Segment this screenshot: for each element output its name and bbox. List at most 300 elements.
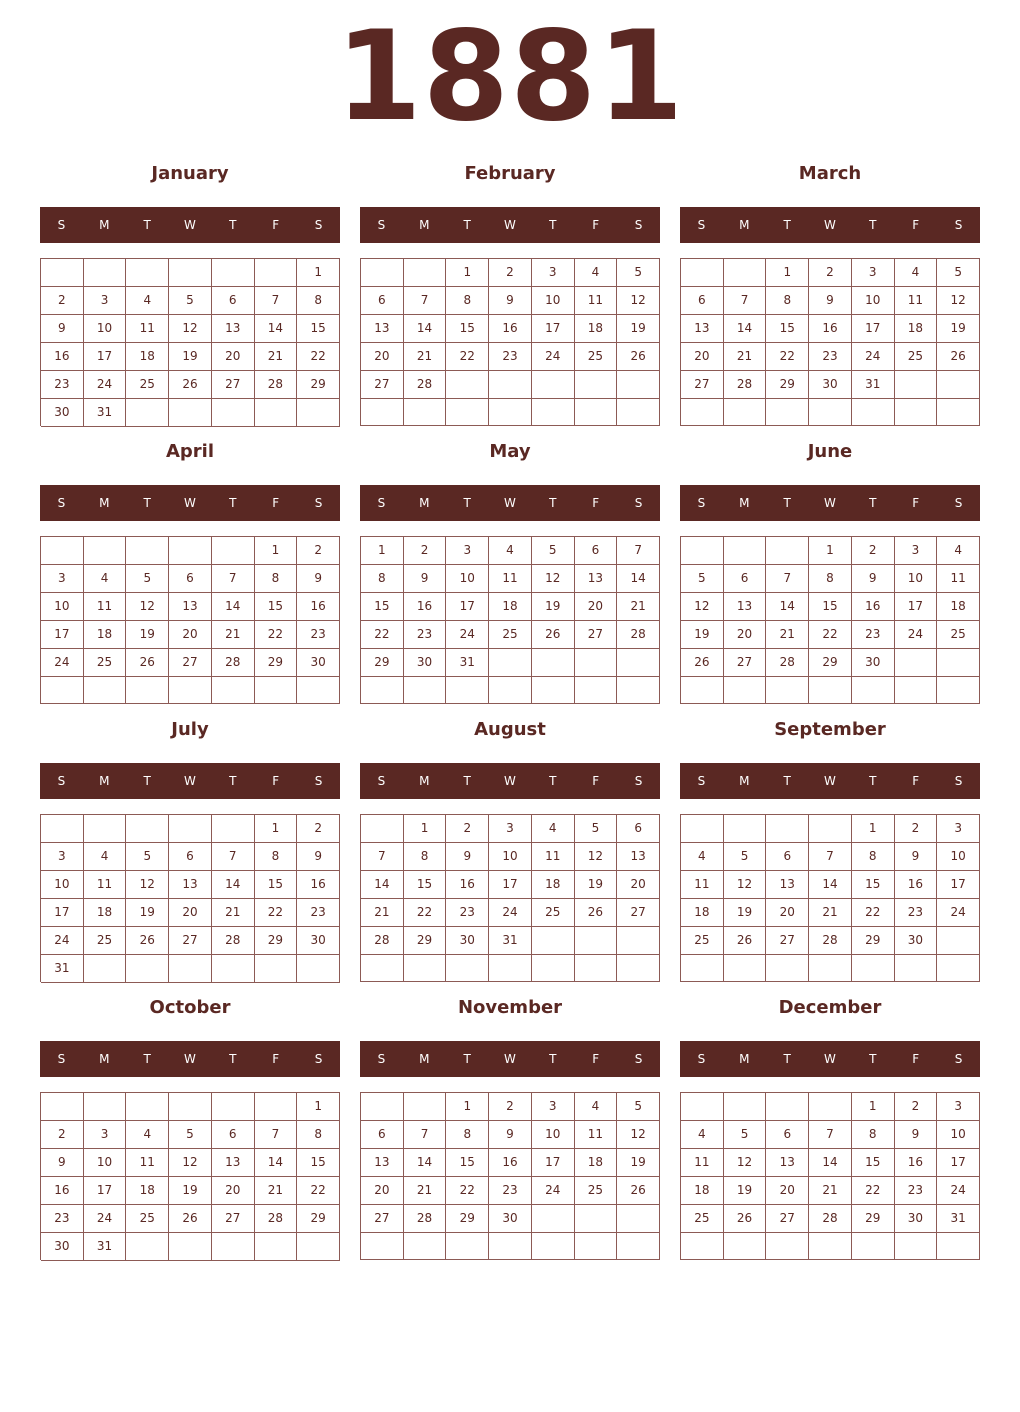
day-cell: 9 <box>852 565 895 593</box>
empty-day-cell <box>575 649 618 677</box>
weekday-label: M <box>739 218 750 232</box>
day-cell: 20 <box>361 1177 404 1205</box>
day-cell: 4 <box>489 537 532 565</box>
day-cell: 15 <box>446 315 489 343</box>
empty-day-cell <box>489 955 532 982</box>
empty-day-cell <box>724 259 767 287</box>
weekday-label: T <box>229 218 237 232</box>
weekday-label: S <box>314 774 323 788</box>
day-cell: 9 <box>41 1149 84 1177</box>
weekday-label: W <box>824 774 836 788</box>
empty-day-cell <box>895 371 938 399</box>
day-cell: 3 <box>489 815 532 843</box>
day-cell: 29 <box>297 371 340 399</box>
day-cell: 18 <box>937 593 980 621</box>
empty-day-cell <box>617 371 660 399</box>
day-cell: 20 <box>681 343 724 371</box>
day-cell: 12 <box>126 593 169 621</box>
day-cell: 25 <box>937 621 980 649</box>
day-cell: 18 <box>575 315 618 343</box>
day-cell: 8 <box>446 287 489 315</box>
day-cell: 9 <box>446 843 489 871</box>
day-cell: 27 <box>766 1205 809 1233</box>
day-cell: 11 <box>84 593 127 621</box>
day-cell: 6 <box>724 565 767 593</box>
day-cell: 10 <box>446 565 489 593</box>
empty-day-cell <box>681 259 724 287</box>
weekday-label: S <box>697 496 706 510</box>
day-cell: 6 <box>766 1121 809 1149</box>
empty-day-cell <box>84 677 127 704</box>
weekday-label: S <box>377 496 386 510</box>
day-cell: 23 <box>404 621 447 649</box>
day-cell: 20 <box>766 899 809 927</box>
day-cell: 5 <box>617 1093 660 1121</box>
day-cell: 4 <box>681 843 724 871</box>
day-cell: 14 <box>809 871 852 899</box>
day-cell: 29 <box>809 649 852 677</box>
weekday-label: T <box>229 774 237 788</box>
day-cell: 28 <box>212 649 255 677</box>
day-cell: 3 <box>895 537 938 565</box>
empty-day-cell <box>617 649 660 677</box>
empty-day-cell <box>126 537 169 565</box>
weekday-label: F <box>592 1052 600 1066</box>
day-cell: 23 <box>895 899 938 927</box>
day-cell: 16 <box>809 315 852 343</box>
day-cell: 10 <box>41 871 84 899</box>
empty-day-cell <box>361 259 404 287</box>
day-cell: 3 <box>41 565 84 593</box>
day-cell: 11 <box>126 1149 169 1177</box>
day-cell: 29 <box>297 1205 340 1233</box>
day-cell: 7 <box>724 287 767 315</box>
day-cell: 15 <box>255 871 298 899</box>
day-cell: 6 <box>212 1121 255 1149</box>
weekday-header <box>360 1041 660 1077</box>
day-cell: 1 <box>852 1093 895 1121</box>
weekday-label: M <box>739 496 750 510</box>
day-cell: 5 <box>617 259 660 287</box>
day-cell: 3 <box>852 259 895 287</box>
month-august <box>360 714 660 982</box>
day-cell: 17 <box>84 343 127 371</box>
day-cell: 19 <box>681 621 724 649</box>
day-cell: 17 <box>937 871 980 899</box>
empty-day-cell <box>41 537 84 565</box>
weekday-label: F <box>912 774 920 788</box>
weekday-label: F <box>272 774 280 788</box>
day-cell: 27 <box>766 927 809 955</box>
day-cell: 30 <box>297 927 340 955</box>
weekday-label: M <box>99 218 110 232</box>
weekday-label: W <box>504 1052 516 1066</box>
empty-day-cell <box>895 677 938 704</box>
weekday-label: S <box>57 218 66 232</box>
day-cell: 13 <box>575 565 618 593</box>
day-cell: 16 <box>41 343 84 371</box>
day-cell: 23 <box>489 1177 532 1205</box>
empty-day-cell <box>766 955 809 982</box>
day-cell: 20 <box>169 621 212 649</box>
empty-day-cell <box>937 1233 980 1260</box>
empty-day-cell <box>212 677 255 704</box>
empty-day-cell <box>169 259 212 287</box>
day-cell: 16 <box>489 315 532 343</box>
day-cell: 4 <box>126 287 169 315</box>
empty-day-cell <box>489 677 532 704</box>
day-cell: 21 <box>404 1177 447 1205</box>
day-cell: 6 <box>681 287 724 315</box>
weekday-label: M <box>419 1052 430 1066</box>
empty-day-cell <box>724 1233 767 1260</box>
weekday-header <box>680 207 980 243</box>
empty-day-cell <box>446 677 489 704</box>
day-cell: 12 <box>126 871 169 899</box>
weekday-label: S <box>314 1052 323 1066</box>
day-cell: 18 <box>84 621 127 649</box>
day-cell: 5 <box>575 815 618 843</box>
day-cell: 12 <box>724 1149 767 1177</box>
day-cell: 5 <box>724 1121 767 1149</box>
month-name: October <box>149 997 231 1018</box>
day-cell: 27 <box>724 649 767 677</box>
month-may <box>360 436 660 704</box>
empty-day-cell <box>575 1205 618 1233</box>
day-cell: 22 <box>852 899 895 927</box>
day-grid <box>40 536 340 704</box>
day-cell: 5 <box>937 259 980 287</box>
empty-day-cell <box>255 677 298 704</box>
day-cell: 11 <box>681 871 724 899</box>
empty-day-cell <box>532 399 575 426</box>
day-cell: 17 <box>84 1177 127 1205</box>
day-cell: 2 <box>297 537 340 565</box>
day-cell: 5 <box>126 565 169 593</box>
empty-day-cell <box>361 399 404 426</box>
day-cell: 2 <box>489 1093 532 1121</box>
weekday-header <box>40 485 340 521</box>
day-cell: 8 <box>297 1121 340 1149</box>
day-cell: 24 <box>446 621 489 649</box>
empty-day-cell <box>617 399 660 426</box>
day-cell: 31 <box>446 649 489 677</box>
day-cell: 25 <box>84 649 127 677</box>
day-cell: 8 <box>297 287 340 315</box>
empty-day-cell <box>169 677 212 704</box>
empty-day-cell <box>126 1233 169 1261</box>
day-cell: 15 <box>852 871 895 899</box>
day-cell: 14 <box>809 1149 852 1177</box>
day-cell: 6 <box>212 287 255 315</box>
weekday-label: T <box>463 218 471 232</box>
day-cell: 27 <box>575 621 618 649</box>
day-cell: 17 <box>41 899 84 927</box>
day-cell: 19 <box>937 315 980 343</box>
empty-day-cell <box>212 1093 255 1121</box>
day-cell: 28 <box>724 371 767 399</box>
day-grid <box>680 1092 980 1260</box>
month-name: December <box>778 997 882 1018</box>
day-cell: 26 <box>169 371 212 399</box>
day-cell: 7 <box>766 565 809 593</box>
day-grid <box>360 258 660 426</box>
day-cell: 28 <box>766 649 809 677</box>
weekday-header <box>360 763 660 799</box>
weekday-header <box>680 1041 980 1077</box>
day-cell: 25 <box>84 927 127 955</box>
day-cell: 30 <box>297 649 340 677</box>
day-cell: 15 <box>361 593 404 621</box>
day-cell: 19 <box>617 1149 660 1177</box>
month-name: November <box>457 997 563 1018</box>
day-cell: 24 <box>895 621 938 649</box>
empty-day-cell <box>895 955 938 982</box>
day-cell: 27 <box>681 371 724 399</box>
day-cell: 17 <box>489 871 532 899</box>
empty-day-cell <box>766 1093 809 1121</box>
empty-day-cell <box>84 259 127 287</box>
weekday-label: T <box>463 496 471 510</box>
day-cell: 29 <box>852 927 895 955</box>
weekday-label: T <box>783 496 791 510</box>
day-grid <box>680 814 980 982</box>
empty-day-cell <box>404 677 447 704</box>
day-cell: 18 <box>895 315 938 343</box>
day-cell: 29 <box>255 927 298 955</box>
day-cell: 25 <box>126 1205 169 1233</box>
day-cell: 31 <box>84 399 127 427</box>
day-cell: 12 <box>169 315 212 343</box>
day-cell: 29 <box>361 649 404 677</box>
day-cell: 9 <box>404 565 447 593</box>
day-cell: 6 <box>617 815 660 843</box>
day-cell: 20 <box>766 1177 809 1205</box>
weekday-header <box>680 485 980 521</box>
weekday-label: T <box>869 774 877 788</box>
day-cell: 6 <box>169 843 212 871</box>
day-cell: 21 <box>255 343 298 371</box>
day-cell: 17 <box>852 315 895 343</box>
weekday-label: T <box>549 218 557 232</box>
day-cell: 15 <box>809 593 852 621</box>
day-cell: 18 <box>681 1177 724 1205</box>
empty-day-cell <box>766 815 809 843</box>
empty-day-cell <box>126 399 169 427</box>
day-cell: 15 <box>446 1149 489 1177</box>
day-cell: 4 <box>937 537 980 565</box>
empty-day-cell <box>84 815 127 843</box>
day-cell: 6 <box>361 287 404 315</box>
weekday-label: F <box>272 1052 280 1066</box>
day-cell: 20 <box>617 871 660 899</box>
day-cell: 3 <box>937 815 980 843</box>
empty-day-cell <box>809 1233 852 1260</box>
day-cell: 21 <box>809 899 852 927</box>
day-grid <box>360 1092 660 1260</box>
day-cell: 14 <box>724 315 767 343</box>
empty-day-cell <box>255 955 298 983</box>
day-cell: 13 <box>361 1149 404 1177</box>
day-cell: 21 <box>766 621 809 649</box>
empty-day-cell <box>446 955 489 982</box>
day-cell: 26 <box>724 927 767 955</box>
weekday-header <box>40 763 340 799</box>
day-cell: 10 <box>84 1149 127 1177</box>
day-cell: 20 <box>361 343 404 371</box>
day-cell: 6 <box>575 537 618 565</box>
empty-day-cell <box>852 955 895 982</box>
day-cell: 23 <box>446 899 489 927</box>
day-cell: 7 <box>212 843 255 871</box>
day-cell: 8 <box>404 843 447 871</box>
day-cell: 2 <box>852 537 895 565</box>
day-cell: 31 <box>41 955 84 983</box>
day-grid <box>40 258 340 426</box>
day-cell: 8 <box>446 1121 489 1149</box>
empty-day-cell <box>724 815 767 843</box>
day-grid <box>360 814 660 982</box>
weekday-label: F <box>592 496 600 510</box>
day-cell: 3 <box>41 843 84 871</box>
empty-day-cell <box>489 649 532 677</box>
day-cell: 11 <box>575 1121 618 1149</box>
day-cell: 24 <box>937 899 980 927</box>
day-cell: 21 <box>404 343 447 371</box>
day-cell: 16 <box>446 871 489 899</box>
day-cell: 22 <box>852 1177 895 1205</box>
day-cell: 10 <box>532 1121 575 1149</box>
day-cell: 7 <box>404 287 447 315</box>
day-cell: 22 <box>255 899 298 927</box>
month-november <box>360 992 660 1260</box>
empty-day-cell <box>169 537 212 565</box>
day-cell: 2 <box>297 815 340 843</box>
day-cell: 25 <box>532 899 575 927</box>
day-cell: 28 <box>212 927 255 955</box>
day-cell: 22 <box>446 343 489 371</box>
day-cell: 18 <box>489 593 532 621</box>
day-cell: 15 <box>255 593 298 621</box>
empty-day-cell <box>575 955 618 982</box>
day-cell: 27 <box>212 371 255 399</box>
day-cell: 14 <box>212 593 255 621</box>
weekday-header <box>360 207 660 243</box>
day-cell: 11 <box>681 1149 724 1177</box>
day-cell: 21 <box>809 1177 852 1205</box>
empty-day-cell <box>575 371 618 399</box>
weekday-label: F <box>912 496 920 510</box>
empty-day-cell <box>532 371 575 399</box>
day-cell: 26 <box>169 1205 212 1233</box>
weekday-label: M <box>99 774 110 788</box>
day-cell: 23 <box>809 343 852 371</box>
weekday-label: W <box>824 218 836 232</box>
weekday-label: T <box>143 496 151 510</box>
month-name: April <box>165 441 215 462</box>
empty-day-cell <box>937 399 980 426</box>
empty-day-cell <box>809 815 852 843</box>
empty-day-cell <box>255 1093 298 1121</box>
day-cell: 9 <box>809 287 852 315</box>
empty-day-cell <box>41 677 84 704</box>
day-cell: 29 <box>446 1205 489 1233</box>
day-cell: 3 <box>532 1093 575 1121</box>
empty-day-cell <box>617 1233 660 1260</box>
day-cell: 13 <box>724 593 767 621</box>
empty-day-cell <box>532 927 575 955</box>
day-cell: 15 <box>852 1149 895 1177</box>
day-cell: 4 <box>126 1121 169 1149</box>
empty-day-cell <box>575 1233 618 1260</box>
day-cell: 25 <box>895 343 938 371</box>
day-cell: 4 <box>681 1121 724 1149</box>
day-cell: 26 <box>126 649 169 677</box>
day-cell: 24 <box>532 343 575 371</box>
day-cell: 11 <box>575 287 618 315</box>
empty-day-cell <box>617 677 660 704</box>
day-cell: 16 <box>41 1177 84 1205</box>
day-cell: 4 <box>575 1093 618 1121</box>
empty-day-cell <box>297 399 340 427</box>
empty-day-cell <box>681 1093 724 1121</box>
weekday-label: W <box>184 774 196 788</box>
day-cell: 16 <box>895 871 938 899</box>
empty-day-cell <box>446 371 489 399</box>
empty-day-cell <box>937 649 980 677</box>
empty-day-cell <box>361 815 404 843</box>
day-cell: 9 <box>297 565 340 593</box>
day-cell: 10 <box>895 565 938 593</box>
day-cell: 19 <box>126 899 169 927</box>
month-march <box>680 158 980 426</box>
day-cell: 5 <box>126 843 169 871</box>
month-september <box>680 714 980 982</box>
empty-day-cell <box>169 1233 212 1261</box>
empty-day-cell <box>809 677 852 704</box>
day-cell: 14 <box>255 1149 298 1177</box>
day-cell: 1 <box>255 537 298 565</box>
day-cell: 4 <box>575 259 618 287</box>
empty-day-cell <box>724 1093 767 1121</box>
empty-day-cell <box>41 259 84 287</box>
day-cell: 14 <box>766 593 809 621</box>
day-cell: 2 <box>41 1121 84 1149</box>
day-cell: 7 <box>255 1121 298 1149</box>
empty-day-cell <box>126 955 169 983</box>
empty-day-cell <box>212 259 255 287</box>
day-cell: 30 <box>41 399 84 427</box>
day-cell: 4 <box>895 259 938 287</box>
empty-day-cell <box>361 1093 404 1121</box>
day-cell: 27 <box>212 1205 255 1233</box>
day-cell: 16 <box>895 1149 938 1177</box>
day-cell: 3 <box>446 537 489 565</box>
empty-day-cell <box>681 677 724 704</box>
weekday-label: F <box>912 1052 920 1066</box>
day-cell: 11 <box>532 843 575 871</box>
day-cell: 25 <box>681 1205 724 1233</box>
empty-day-cell <box>126 259 169 287</box>
day-cell: 2 <box>895 815 938 843</box>
day-cell: 7 <box>212 565 255 593</box>
day-cell: 29 <box>255 649 298 677</box>
day-cell: 12 <box>532 565 575 593</box>
empty-day-cell <box>297 1233 340 1261</box>
weekday-header <box>40 207 340 243</box>
day-grid <box>40 814 340 982</box>
day-cell: 2 <box>895 1093 938 1121</box>
